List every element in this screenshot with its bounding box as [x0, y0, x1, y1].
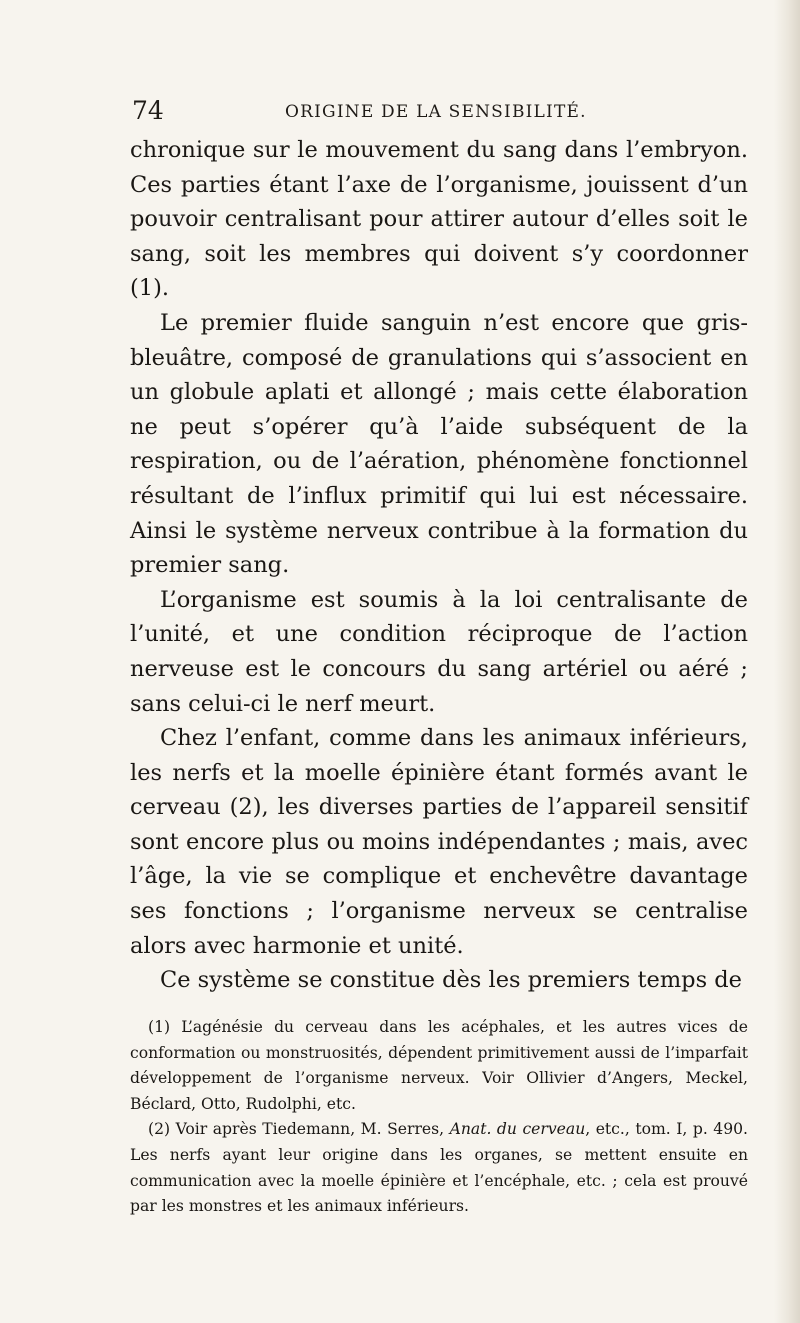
- footnote-1: (1) L’agénésie du cerveau dans les acéphales, et les autres vices de conformation ou monstruosités, dépendent primitivement aussi de l’imparfait développement de l’organisme nerveux. Voir Ollivier d’Angers, Meckel, Béclard, Otto, Rudolphi, etc.: [130, 1018, 748, 1113]
- paragraph: L’organisme est soumis à la loi centralisante de l’unité, et une condition réciproque de l’action nerveuse est le concours du sang artériel ou aéré ; sans celui-ci le nerf meurt.: [130, 586, 748, 717]
- paragraph: Ce système se constitue dès les premiers temps de: [160, 967, 743, 994]
- footnote-2-text-end: , etc., tom. I, p. 490. Les nerfs ayant leur origine dans les organes, se mettent ensuite en communication avec la moelle épinière et l’encéphale, etc. ; cela est prouvé par les monstres et les animaux inférieurs.: [130, 1120, 748, 1216]
- paragraph: Chez l’enfant, comme dans les animaux inférieurs, les nerfs et la moelle épinière étant formés avant le cerveau (2), les diverses parties de l’appareil sensitif sont encore plus ou moins indépendantes ; mais, avec l’âge, la vie se complique et enchevêtre davantage ses fonctions ; l’organisme nerveux se centralise alors avec harmonie et unité.: [130, 725, 748, 959]
- paragraph-continuation: chronique sur le mouvement du sang dans l’embryon. Ces parties étant l’axe de l’organisme, jouissent d’un pouvoir centralisant pour attirer autour d’elles soit le sang, soit les membres qui doivent s’y coordonner (1).: [130, 137, 748, 302]
- running-title: ORIGINE DE LA SENSIBILITÉ.: [285, 102, 587, 122]
- main-text: [130, 133, 748, 998]
- footnote-2-book-title: Anat. du cerveau: [449, 1120, 586, 1139]
- page-header: [130, 94, 745, 130]
- footnote-2: [130, 1117, 748, 1219]
- page-edge-shadow: [774, 0, 800, 1323]
- paragraph: Le premier fluide sanguin n’est encore que gris-bleuâtre, composé de granulations qui s’associent en un globule aplati et allongé ; mais cette élaboration ne peut s’opérer qu’à l’aide subséquent de la respiration, ou de l’aération, phénomène fonctionnel résultant de l’influx primitif qui lui est nécessaire. Ainsi le système nerveux contribue à la formation du premier sang.: [130, 309, 748, 579]
- footnotes: [130, 1015, 748, 1220]
- page-number: 74: [132, 96, 164, 125]
- footnote-2-text-start: (2) Voir après Tiedemann, M. Serres,: [148, 1120, 450, 1139]
